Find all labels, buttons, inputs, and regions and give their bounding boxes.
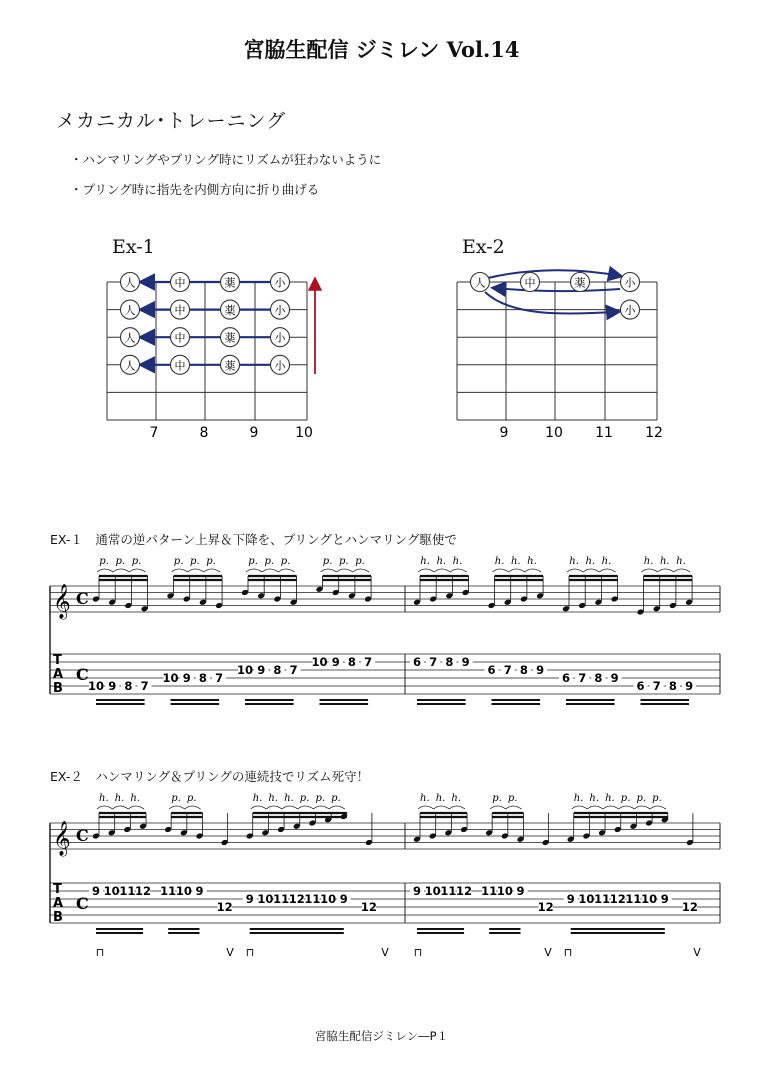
finger-marker: [271, 355, 290, 374]
slur: [449, 806, 465, 809]
svg-text:小: 小: [274, 359, 286, 373]
tab-letter: A: [53, 896, 64, 911]
tab-fret-number: 10: [257, 892, 274, 906]
tab-fret-number: 7: [652, 679, 661, 693]
tab-fret-number: 9: [516, 884, 525, 898]
finger-marker: [121, 273, 140, 292]
technique-mark: p.: [131, 556, 142, 567]
svg-text:中: 中: [174, 331, 186, 345]
finger-marker: [171, 355, 190, 374]
svg-text:小: 小: [274, 331, 286, 345]
technique-mark: p.: [338, 556, 349, 567]
tab-fret-number: 10: [578, 892, 595, 906]
hammer-arrow: [488, 270, 620, 278]
slur: [282, 806, 298, 809]
tab-fret-number: 11: [273, 892, 290, 906]
technique-mark: p.: [299, 793, 310, 804]
technique-mark: p.: [322, 556, 333, 567]
technique-mark: p.: [173, 556, 184, 567]
tab-fret-number: 11: [625, 892, 642, 906]
slur: [172, 569, 188, 572]
slur: [642, 569, 658, 572]
bullet-pulloff: ・プリング時に指先を内側方向に折り曲げる: [70, 182, 320, 197]
technique-mark: h.: [268, 793, 279, 804]
tab-fret-number: 10: [320, 892, 337, 906]
picking-mark: V: [226, 946, 234, 959]
technique-mark: h.: [420, 793, 430, 804]
technique-mark: h.: [569, 556, 579, 567]
technique-mark: p.: [186, 793, 197, 804]
ex1-heading: EX-１ 通常の逆パターン上昇＆下降を、プリングとハンマリング駆使で: [50, 532, 457, 547]
tab-fret-number: 7: [429, 655, 438, 669]
tab-fret-number: 9: [685, 679, 694, 693]
tab-fret-number: 7: [140, 679, 149, 693]
slur: [266, 806, 282, 809]
tab-fret-number: 12: [537, 900, 554, 914]
technique-mark: h.: [420, 556, 430, 567]
treble-clef: 𝄞: [53, 584, 71, 619]
tab-fret-number: 10: [496, 884, 513, 898]
tab-fret-number: 11: [119, 884, 136, 898]
svg-text:人: 人: [474, 276, 486, 290]
technique-mark: h.: [643, 556, 654, 567]
technique-mark: p.: [652, 793, 662, 804]
technique-mark: h.: [130, 793, 141, 804]
slur: [418, 806, 434, 809]
time-signature: C: [76, 826, 89, 845]
technique-mark: h.: [605, 793, 615, 804]
tab-fret-number: 10: [236, 663, 254, 677]
finger-marker: [121, 355, 140, 374]
technique-mark: p.: [189, 556, 200, 567]
slur: [587, 806, 603, 809]
technique-mark: h.: [527, 556, 537, 567]
tab-fret-number: 12: [360, 900, 377, 914]
tab-fret-number: 10: [424, 884, 441, 898]
tab-fret-number: 6: [561, 671, 571, 685]
tab-fret-number: 8: [594, 671, 603, 685]
slur: [418, 569, 434, 572]
technique-mark: p.: [99, 556, 109, 567]
section-heading: メカニカル･トレーニング: [56, 110, 287, 132]
tab-fret-number: 12: [216, 900, 233, 914]
tab-fret-number: 9: [257, 663, 266, 677]
svg-text:中: 中: [524, 276, 536, 290]
svg-text:小: 小: [624, 304, 636, 318]
slur: [278, 569, 294, 572]
tab-fret-number: 9: [245, 892, 254, 906]
technique-mark: h.: [252, 793, 263, 804]
tab-fret-number: 10: [87, 679, 105, 693]
slur: [567, 569, 583, 572]
tab-fret-number: 9: [566, 892, 575, 906]
time-signature: C: [76, 589, 89, 608]
slur: [97, 806, 113, 809]
tab-fret-number: 9: [536, 663, 545, 677]
slur: [262, 569, 278, 572]
fret-number: 12: [645, 425, 663, 441]
technique-mark: h.: [494, 556, 505, 567]
tab-fret-number: 12: [681, 900, 698, 914]
technique-mark: h.: [452, 556, 463, 567]
picking-mark: V: [693, 946, 701, 959]
technique-mark: h.: [114, 793, 125, 804]
slur: [329, 806, 345, 809]
svg-text:人: 人: [124, 359, 136, 373]
technique-mark: p.: [331, 793, 341, 804]
technique-mark: p.: [280, 556, 291, 567]
tab-fret-number: 11: [160, 884, 177, 898]
slur: [506, 806, 522, 809]
slur: [128, 806, 144, 809]
svg-text:薬: 薬: [224, 304, 236, 318]
tab-fret-number: 12: [288, 892, 305, 906]
svg-text:中: 中: [174, 304, 186, 318]
tab-fret-number: 10: [311, 655, 328, 669]
svg-text:小: 小: [274, 304, 286, 318]
svg-text:薬: 薬: [224, 276, 236, 290]
technique-mark: p.: [206, 556, 216, 567]
slur: [321, 569, 337, 572]
slur: [572, 806, 588, 809]
tab-fret-number: 6: [636, 679, 645, 693]
finger-marker: [621, 300, 640, 319]
tab-fret-number: 9: [182, 671, 191, 685]
technique-mark: p.: [492, 793, 502, 804]
page-footer: 宮脇生配信ジミレン―P１: [314, 1029, 449, 1043]
technique-mark: h.: [659, 556, 670, 567]
fret-number: 8: [199, 425, 209, 441]
tab-fret-number: 6: [487, 663, 496, 677]
tab-fret-number: 12: [456, 884, 473, 898]
tab-fret-number: 9: [660, 892, 669, 906]
svg-text:薬: 薬: [224, 331, 236, 345]
tab-time-signature: C: [76, 665, 89, 684]
slur: [634, 806, 650, 809]
tab-fret-number: 8: [273, 663, 282, 677]
tab-fret-number: 8: [198, 671, 207, 685]
picking-mark: ⊓: [95, 946, 105, 959]
picking-mark: ⊓: [245, 946, 255, 959]
ex2-heading: EX-２ ハンマリング＆プリングの連続技でリズム死守！: [50, 769, 370, 784]
slur: [353, 569, 369, 572]
technique-mark: p.: [507, 793, 518, 804]
finger-marker: [221, 355, 240, 374]
slur: [113, 806, 129, 809]
slur: [583, 569, 599, 572]
tab-fret-number: 9: [91, 884, 101, 898]
tab-letter: T: [53, 653, 62, 668]
slur: [490, 806, 506, 809]
technique-mark: p.: [315, 793, 326, 804]
slur: [97, 569, 113, 572]
technique-mark: p.: [171, 793, 181, 804]
slur: [650, 806, 666, 809]
technique-mark: h.: [510, 556, 521, 567]
pulloff-arrow: [494, 288, 620, 291]
svg-text:薬: 薬: [574, 276, 586, 290]
tab-letter: A: [53, 667, 64, 682]
slur: [603, 806, 619, 809]
technique-mark: h.: [436, 556, 447, 567]
svg-text:人: 人: [124, 276, 136, 290]
picking-mark: V: [544, 946, 552, 959]
fret-number: 11: [595, 425, 613, 441]
tab-letter: B: [53, 681, 63, 696]
finger-marker: [121, 300, 140, 319]
technique-mark: h.: [573, 793, 584, 804]
tab-fret-number: 7: [578, 671, 587, 685]
fret-number: 9: [249, 425, 259, 441]
tab-fret-number: 9: [610, 671, 619, 685]
slur: [113, 569, 129, 572]
tab-fret-number: 12: [135, 884, 152, 898]
diagram1-label: Ex-1: [112, 236, 155, 258]
finger-marker: [621, 273, 640, 292]
technique-mark: h.: [99, 793, 109, 804]
tab-letter: B: [53, 910, 63, 925]
finger-marker: [221, 273, 240, 292]
finger-marker: [121, 328, 140, 347]
tab-fret-number: 11: [481, 884, 498, 898]
tab-fret-number: 8: [519, 663, 528, 677]
finger-marker: [171, 273, 190, 292]
finger-marker: [271, 328, 290, 347]
ex2-notation: [0, 783, 763, 973]
svg-text:薬: 薬: [224, 359, 236, 373]
slur: [251, 806, 267, 809]
technique-mark: p.: [636, 793, 647, 804]
tab-fret-number: 10: [175, 884, 192, 898]
finger-marker: [271, 273, 290, 292]
tab-fret-number: 7: [289, 663, 298, 677]
fret-number: 10: [295, 425, 313, 441]
technique-mark: p.: [355, 556, 365, 567]
slur: [450, 569, 466, 572]
tab-fret-number: 10: [641, 892, 658, 906]
finger-marker: [221, 328, 240, 347]
tab-fret-number: 8: [445, 655, 454, 669]
svg-text:人: 人: [124, 304, 136, 318]
shift-arrow: [485, 292, 618, 314]
finger-marker: [171, 300, 190, 319]
tab-fret-number: 12: [609, 892, 626, 906]
tab-time-signature: C: [76, 894, 89, 913]
page-title: 宮脇生配信 ジミレン Vol.14: [243, 37, 520, 62]
technique-mark: h.: [589, 793, 600, 804]
tab-fret-number: 11: [594, 892, 611, 906]
tab-fret-number: 7: [215, 671, 224, 685]
tab-fret-number: 10: [162, 671, 179, 685]
slur: [509, 569, 525, 572]
picking-mark: V: [381, 946, 389, 959]
bullet-rhythm: ・ハンマリングやプリング時にリズムが狂わないように: [70, 152, 382, 167]
fret-number: 7: [149, 425, 159, 441]
slur: [434, 806, 450, 809]
tab-fret-number: 9: [195, 884, 204, 898]
finger-marker: [521, 273, 540, 292]
technique-mark: h.: [435, 793, 446, 804]
fret-number: 9: [499, 425, 509, 441]
slur: [246, 569, 262, 572]
technique-mark: h.: [284, 793, 294, 804]
picking-mark: ⊓: [563, 946, 573, 959]
slur: [204, 569, 220, 572]
finger-marker: [471, 273, 490, 292]
finger-marker: [221, 300, 240, 319]
tab-fret-number: 9: [461, 655, 470, 669]
slur: [525, 569, 541, 572]
finger-marker: [271, 300, 290, 319]
svg-text:人: 人: [124, 331, 136, 345]
tab-fret-number: 9: [108, 679, 117, 693]
slur: [188, 569, 204, 572]
slur: [658, 569, 674, 572]
technique-mark: p.: [115, 556, 126, 567]
slur: [434, 569, 450, 572]
slur: [169, 806, 185, 809]
tab-fret-number: 8: [347, 655, 356, 669]
tab-fret-number: 8: [124, 679, 133, 693]
tab-fret-number: 11: [440, 884, 457, 898]
slur: [493, 569, 509, 572]
finger-marker: [171, 328, 190, 347]
fret-number: 10: [545, 425, 563, 441]
diagram2-label: Ex-2: [462, 236, 505, 258]
slur: [619, 806, 635, 809]
tab-fret-number: 8: [668, 679, 677, 693]
slur: [129, 569, 145, 572]
treble-clef: 𝄞: [53, 821, 71, 856]
tab-fret-number: 9: [331, 655, 340, 669]
technique-mark: p.: [620, 793, 631, 804]
technique-mark: p.: [264, 556, 275, 567]
fretboard-diagram-ex2: [440, 262, 690, 442]
tab-fret-number: 7: [503, 663, 512, 677]
ex1-notation: [0, 548, 763, 718]
svg-text:中: 中: [174, 359, 186, 373]
svg-text:中: 中: [174, 276, 186, 290]
slur: [298, 806, 314, 809]
technique-mark: h.: [601, 556, 612, 567]
finger-marker: [571, 273, 590, 292]
tab-fret-number: 11: [304, 892, 321, 906]
slur: [313, 806, 329, 809]
tab-fret-number: 9: [412, 884, 422, 898]
technique-mark: p.: [248, 556, 258, 567]
slur: [674, 569, 690, 572]
technique-mark: h.: [585, 556, 596, 567]
tab-fret-number: 10: [103, 884, 120, 898]
technique-mark: h.: [451, 793, 462, 804]
fretboard-diagram-ex1: [90, 262, 340, 442]
technique-mark: h.: [676, 556, 686, 567]
tab-fret-number: 9: [339, 892, 348, 906]
slur: [599, 569, 615, 572]
tab-fret-number: 6: [412, 655, 422, 669]
slur: [337, 569, 353, 572]
svg-text:小: 小: [624, 276, 636, 290]
svg-text:小: 小: [274, 276, 286, 290]
slur: [185, 806, 201, 809]
tab-letter: T: [53, 882, 62, 897]
picking-mark: ⊓: [413, 946, 423, 959]
tab-fret-number: 7: [364, 655, 373, 669]
